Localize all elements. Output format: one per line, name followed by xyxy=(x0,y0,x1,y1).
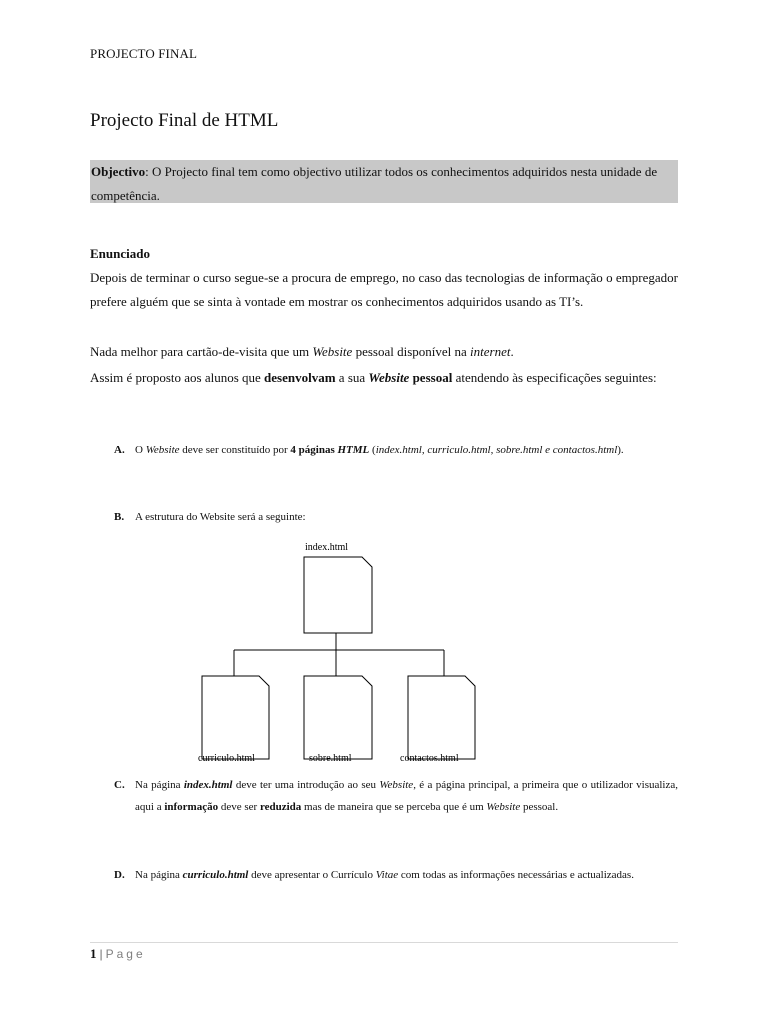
sobre-page-icon xyxy=(304,676,372,759)
a-text-1: O xyxy=(135,444,146,456)
c-website-2: Website xyxy=(486,801,521,813)
list-letter-c: C. xyxy=(114,779,125,791)
d-text-2: deve apresentar o Currículo xyxy=(248,869,376,881)
enunciado-paragraph-3 xyxy=(90,366,678,390)
p3-text-1: Assim é proposto aos alunos que xyxy=(90,370,265,385)
c-informacao: informação xyxy=(164,801,219,813)
a-html: HTML xyxy=(337,444,370,456)
list-item-d xyxy=(114,864,678,886)
enunciado-heading xyxy=(90,242,678,266)
list-body-a xyxy=(135,439,678,461)
page-separator: | xyxy=(99,946,103,961)
list-item-b xyxy=(114,506,678,528)
p2-text-2: pessoal disponível na xyxy=(352,344,471,359)
list-letter-b: B. xyxy=(114,511,125,523)
enunciado-heading-text: Enunciado xyxy=(90,246,150,261)
objective-label: Objectivo xyxy=(91,164,146,179)
list-letter-a: A. xyxy=(114,444,125,456)
page-number: 1 xyxy=(90,946,97,961)
p2-text-1: Nada melhor para cartão-de-visita que um xyxy=(90,344,313,359)
d-vitae: Vitae xyxy=(375,869,399,881)
label-contactos: contactos.html xyxy=(400,753,459,764)
c-text-6: pessoal. xyxy=(520,801,559,813)
c-text-4: deve ser xyxy=(218,801,260,813)
c-text-3: , é a página principal, a primeira que o utilizador visualiza, aqui a xyxy=(135,779,678,813)
page-footer xyxy=(90,946,146,962)
p2-internet: internet xyxy=(470,344,511,359)
c-text-2: deve ter uma introdução ao seu xyxy=(232,779,380,791)
c-website-1: Website xyxy=(379,779,414,791)
objective-box xyxy=(90,160,678,203)
a-filenames: index.html, curriculo.html, sobre.html e contactos.html xyxy=(375,444,618,456)
document-title: Projecto Final de HTML xyxy=(90,110,279,131)
list-item-c xyxy=(114,774,678,818)
contactos-page-icon xyxy=(408,676,475,759)
index-page-icon xyxy=(304,557,372,633)
list-body-c xyxy=(135,774,678,818)
c-text-1: Na página xyxy=(135,779,184,791)
site-structure-diagram xyxy=(195,535,495,767)
list-letter-d: D. xyxy=(114,869,125,881)
footer-divider xyxy=(90,942,678,943)
running-header: PROJECTO FINAL xyxy=(90,46,197,61)
d-curriculo: curriculo.html xyxy=(182,869,249,881)
p3-desenvolvam: desenvolvam xyxy=(264,370,336,385)
a-text-3: ( xyxy=(369,444,376,456)
p3-text-2: a sua xyxy=(335,370,369,385)
list-body-b: A estrutura do Website será a seguinte: xyxy=(135,511,306,523)
c-text-5: mas de maneira que se perceba que é um xyxy=(301,801,487,813)
c-index: index.html xyxy=(183,779,233,791)
label-index: index.html xyxy=(305,542,349,553)
p3-website: Website xyxy=(368,370,410,385)
a-text-2: deve ser constituído por xyxy=(179,444,291,456)
list-body-d xyxy=(135,864,678,886)
p3-pessoal: pessoal xyxy=(409,370,453,385)
a-text-4: ). xyxy=(617,444,624,456)
enunciado-paragraph-1: Depois de terminar o curso segue-se a procura de emprego, no caso das tecnologias de informação o empregador prefere alguém que se sinta à vontade em mostrar os conhecimentos adquiridos usando as TI’s. xyxy=(90,270,678,309)
curriculo-page-icon xyxy=(202,676,269,759)
d-text-1: Na página xyxy=(135,869,183,881)
p3-text-3: atendendo às especificações seguintes: xyxy=(452,370,657,385)
label-curriculo: curriculo.html xyxy=(198,753,255,764)
p2-website: Website xyxy=(312,344,353,359)
c-reduzida: reduzida xyxy=(259,801,302,813)
objective-text: : O Projecto final tem como objectivo utilizar todos os conhecimentos adquiridos nesta unidade de competência. xyxy=(91,164,658,203)
list-item-a xyxy=(114,439,678,461)
p2-text-3: . xyxy=(510,344,514,359)
enunciado-paragraph-2 xyxy=(90,340,678,364)
page-label: Page xyxy=(105,947,146,961)
a-website: Website xyxy=(145,444,180,456)
d-text-3: com todas as informações necessárias e actualizadas. xyxy=(398,869,634,881)
a-bold-pages: 4 páginas xyxy=(290,444,338,456)
label-sobre: sobre.html xyxy=(309,753,352,764)
